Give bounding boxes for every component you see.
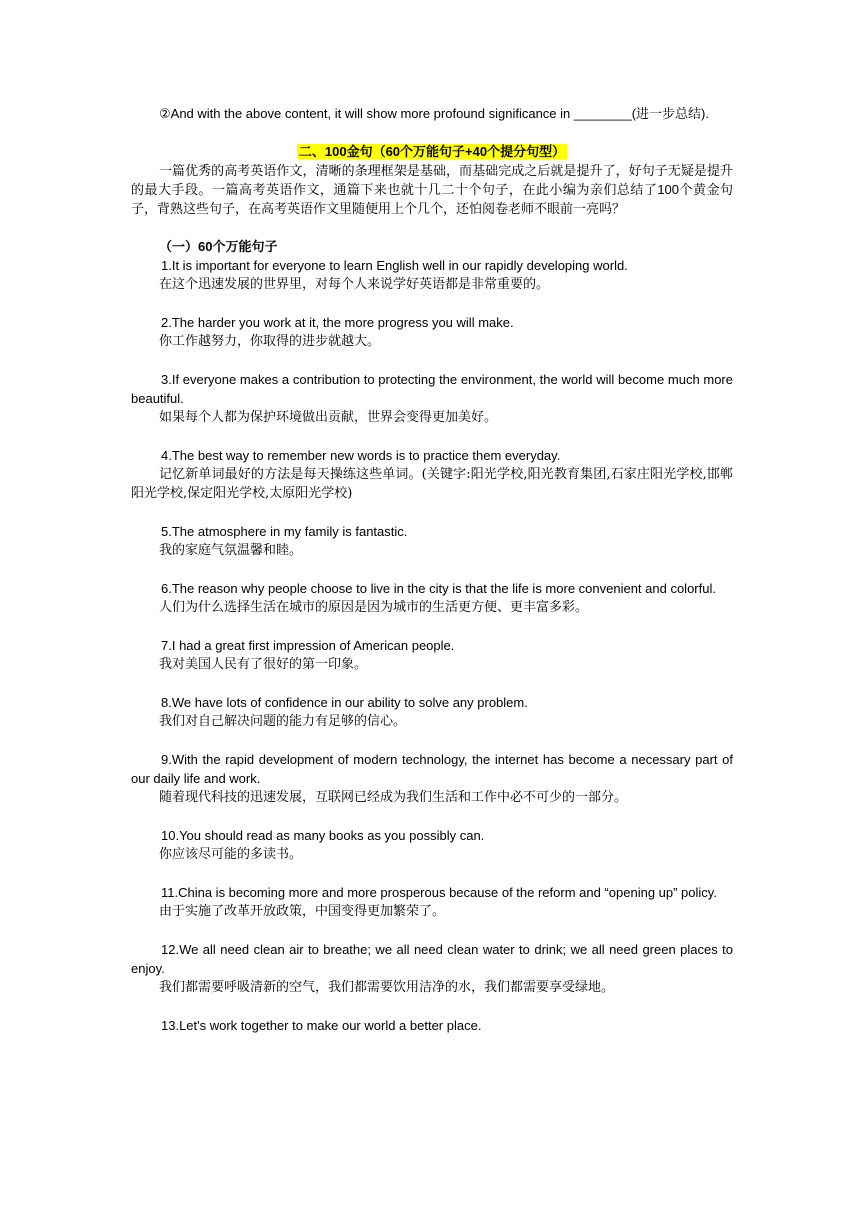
sentence-item xyxy=(131,370,733,427)
spacer xyxy=(131,123,733,142)
spacer xyxy=(131,674,733,693)
sentence-chinese: 记忆新单词最好的方法是每天操练这些单词。(关键字:阳光学校,阳光教育集团,石家庄阳光学校,邯郸阳光学校,保定阳光学校,太原阳光学校) xyxy=(131,467,733,501)
sentence-item xyxy=(131,313,733,351)
sentence-chinese: 我对美国人民有了很好的第一印象。 xyxy=(159,657,368,672)
sentence-chinese: 你工作越努力，你取得的进步就越大。 xyxy=(159,334,381,349)
sentence-item xyxy=(131,940,733,997)
sentence-item xyxy=(131,750,733,807)
sentence-english: 7.I had a great first impression of American people. xyxy=(161,638,455,653)
section-intro: 一篇优秀的高考英语作文，清晰的条理框架是基础，而基础完成之后就是提升了，好句子无疑是提升的最大手段。一篇高考英语作文，通篇下来也就十几二十个句子，在此小编为亲们总结了100个黄金句子，背熟这些句子，在高考英语作文里随便用上个几个，还怕阅卷老师不眼前一亮吗？ xyxy=(131,163,733,216)
spacer xyxy=(131,864,733,883)
sentence-chinese: 你应该尽可能的多读书。 xyxy=(159,847,303,862)
sentence-chinese: 在这个迅速发展的世界里，对每个人来说学好英语都是非常重要的。 xyxy=(159,277,550,292)
sentence-chinese: 由于实施了改革开放政策，中国变得更加繁荣了。 xyxy=(159,904,446,919)
sentence-chinese: 随着现代科技的迅速发展，互联网已经成为我们生活和工作中必不可少的一部分。 xyxy=(159,790,628,805)
spacer xyxy=(131,351,733,370)
sentence-item xyxy=(131,256,733,294)
sentence-english: 12.We all need clean air to breathe; we all need clean water to drink; we all need green places to enjoy. xyxy=(131,942,733,976)
subheading: （一）60个万能句子 xyxy=(159,239,278,254)
spacer xyxy=(131,731,733,750)
intro-line: ②And with the above content, it will show more profound significance in ________(进一步总结). xyxy=(159,106,709,121)
sentence-chinese: 人们为什么选择生活在城市的原因是因为城市的生活更方便、更丰富多彩。 xyxy=(159,600,589,615)
sentence-chinese: 我们对自己解决问题的能力有足够的信心。 xyxy=(159,714,407,729)
sentence-english: 4.The best way to remember new words is to practice them everyday. xyxy=(161,448,561,463)
spacer xyxy=(131,427,733,446)
spacer xyxy=(131,218,733,237)
sentence-item xyxy=(131,693,733,731)
spacer xyxy=(131,617,733,636)
spacer xyxy=(131,294,733,313)
sentence-english: 11.China is becoming more and more prosperous because of the reform and “opening up” policy. xyxy=(161,885,717,900)
page-content xyxy=(131,104,733,1035)
section-title-text: 二、100金句（60个万能句子+40个提分句型） xyxy=(298,144,566,159)
sentence-chinese: 我们都需要呼吸清新的空气，我们都需要饮用洁净的水，我们都需要享受绿地。 xyxy=(159,980,615,995)
sentence-item xyxy=(131,446,733,503)
sentence-english: 6.The reason why people choose to live in the city is that the life is more convenient and colorful. xyxy=(161,581,716,596)
sentence-item xyxy=(131,579,733,617)
sentence-item xyxy=(131,522,733,560)
sentence-english: 1.It is important for everyone to learn English well in our rapidly developing world. xyxy=(161,258,628,273)
sentence-english: 2.The harder you work at it, the more progress you will make. xyxy=(161,315,514,330)
spacer xyxy=(131,921,733,940)
sentence-english: 10.You should read as many books as you possibly can. xyxy=(161,828,485,843)
spacer xyxy=(131,503,733,522)
sentence-english: 3.If everyone makes a contribution to protecting the environment, the world will become much more beautiful. xyxy=(131,372,733,406)
section-title xyxy=(131,142,733,161)
sentence-english: 9.With the rapid development of modern technology, the internet has become a necessary part of our daily life and work. xyxy=(131,752,733,786)
spacer xyxy=(131,560,733,579)
sentence-chinese: 我的家庭气氛温馨和睦。 xyxy=(159,543,303,558)
spacer xyxy=(131,997,733,1016)
sentence-chinese: 如果每个人都为保护环境做出贡献，世界会变得更加美好。 xyxy=(159,410,498,425)
sentence-english: 5.The atmosphere in my family is fantastic. xyxy=(161,524,408,539)
sentence-item xyxy=(131,883,733,921)
sentence-item xyxy=(131,826,733,864)
sentence-item xyxy=(131,636,733,674)
sentence-english: 8.We have lots of confidence in our ability to solve any problem. xyxy=(161,695,528,710)
sentence-english: 13.Let's work together to make our world a better place. xyxy=(161,1018,482,1033)
spacer xyxy=(131,807,733,826)
sentence-item xyxy=(131,1016,733,1035)
